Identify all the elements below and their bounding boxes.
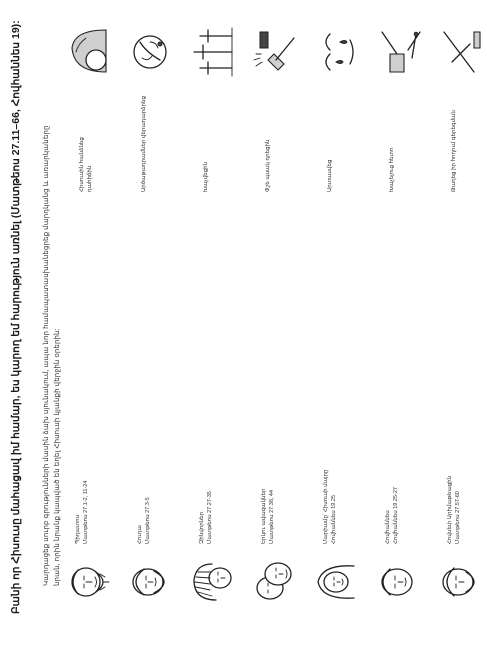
match-row bbox=[62, 28, 114, 608]
item-entry bbox=[326, 82, 334, 192]
item-label: Փշե պսակ դրեցին bbox=[265, 139, 271, 192]
item-label: Խաչվեցին bbox=[203, 161, 209, 192]
match-row bbox=[372, 28, 424, 608]
item-entry bbox=[202, 82, 210, 192]
person-entry bbox=[136, 384, 152, 544]
item-entry bbox=[450, 82, 458, 192]
person-entry bbox=[74, 384, 90, 544]
instructions bbox=[40, 46, 62, 586]
person-name: Հովհաննես bbox=[385, 510, 391, 544]
pilate-face-icon bbox=[62, 556, 114, 608]
person-entry bbox=[446, 384, 462, 544]
match-row bbox=[248, 28, 300, 608]
item-entry bbox=[140, 82, 148, 192]
tomb-stone-icon bbox=[62, 26, 114, 78]
scripture-ref: Մատթեոս 27.38, 44 bbox=[269, 489, 275, 544]
item-label: Թաղեց իր հողում գերեզման bbox=[451, 110, 457, 192]
three-crosses-icon bbox=[186, 26, 238, 78]
money-bag-icon bbox=[124, 26, 176, 78]
scripture-ref: Մատթեոս 27.1-2, 11-24 bbox=[83, 480, 89, 544]
item-entry bbox=[78, 82, 94, 192]
scripture-ref: Մատթեոս 27.3-5 bbox=[145, 497, 151, 544]
judas-face-icon bbox=[124, 556, 176, 608]
person-name: Մարիամը՝ Հիսուսի մայրը bbox=[323, 469, 329, 544]
item-label: դահիճին bbox=[87, 165, 93, 192]
person-entry bbox=[384, 384, 400, 544]
person-name: Հուդա bbox=[137, 525, 143, 544]
item-label: Հիսուսին հանձնեց bbox=[79, 137, 85, 192]
joseph-arimathea-icon bbox=[434, 556, 486, 608]
instruction-line: Կարդացեք սուրբ գրությունների մասին ձախ սյունակում, ապա նոր համապատասխանեցրեք մարդկանց և առարկաները bbox=[41, 125, 50, 586]
person-name: Պիղատոս bbox=[75, 514, 81, 544]
scripture-ref: Հովհաննես 19.25 bbox=[331, 495, 337, 544]
matching-rows bbox=[62, 28, 492, 608]
item-label: Արծաթադրամներ վերադարձրեց bbox=[141, 96, 147, 192]
item-entry bbox=[388, 82, 396, 192]
page-title: Բանի որ Հիսուսը մահացավ իմ համար, ես կարող եմ հարություն առնել (Մատթեոս 27.11–66, Հովհաննես 19): bbox=[10, 20, 22, 614]
soldier-helmet-icon bbox=[186, 556, 238, 608]
weeping-eyes-icon bbox=[310, 26, 362, 78]
hammer-nails-icon bbox=[248, 26, 300, 78]
match-row bbox=[124, 28, 176, 608]
instruction-line: նրան, որին նրանք կապված են եղել Հիսուսի կյանքի վերջին օրերին: bbox=[52, 328, 61, 586]
john-face-icon bbox=[372, 556, 424, 608]
item-label: Խաչելուց հետո bbox=[389, 147, 395, 192]
person-name: Հովսեփ Արիմաթեացին bbox=[447, 475, 453, 544]
thieves-faces-icon bbox=[248, 556, 300, 608]
person-name: Զինվորներ bbox=[199, 511, 205, 544]
match-row bbox=[186, 28, 238, 608]
person-name: Երկու ավազակներ bbox=[261, 488, 267, 544]
scripture-ref: Մատթեոս 27.27-35 bbox=[207, 491, 213, 544]
scripture-ref: Հովհաննես 19.25-27 bbox=[393, 487, 399, 544]
match-row bbox=[310, 28, 362, 608]
scripture-ref: Մատթեոս 27.57-60 bbox=[455, 491, 461, 544]
person-entry bbox=[198, 384, 214, 544]
hammer-block-icon bbox=[372, 26, 424, 78]
match-row bbox=[434, 28, 486, 608]
mary-mother-icon bbox=[310, 556, 362, 608]
cross-burial-icon bbox=[434, 26, 486, 78]
person-entry bbox=[322, 384, 338, 544]
item-label: Արտասվեց bbox=[327, 159, 333, 192]
person-entry bbox=[260, 384, 276, 544]
item-entry bbox=[264, 82, 272, 192]
